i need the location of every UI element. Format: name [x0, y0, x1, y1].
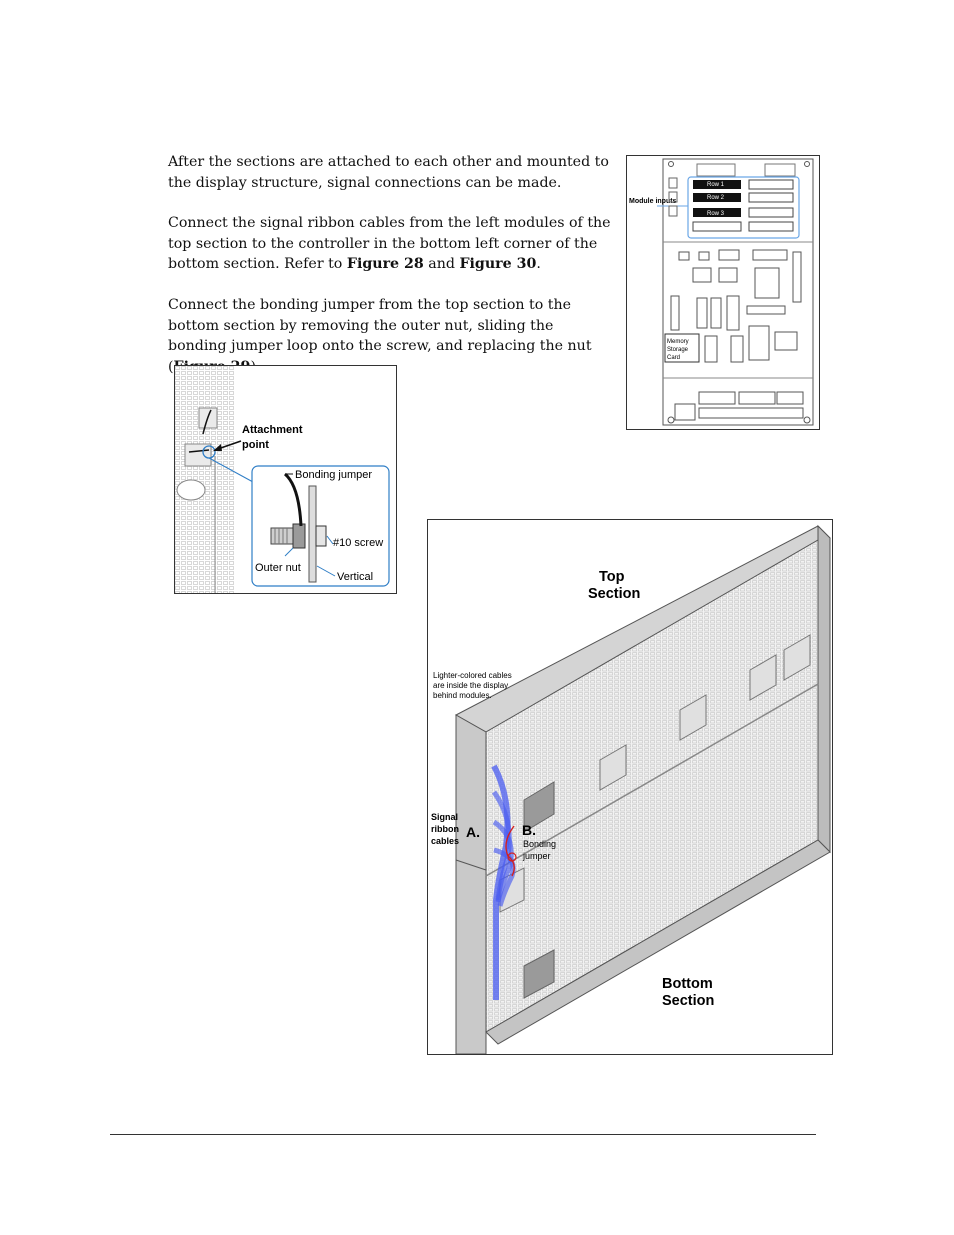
- bonding-jumper-figure: [174, 365, 397, 594]
- module-opening: [177, 480, 205, 500]
- cable-note-line2: are inside the display: [433, 681, 509, 690]
- row1-label: Row 1: [707, 182, 725, 188]
- intro-paragraph: [168, 152, 614, 193]
- period-text: .: [536, 256, 541, 272]
- display-sections-drawing: [428, 520, 832, 1054]
- memory-label-line2: Storage: [667, 347, 689, 353]
- bottom-section-label-line1: Bottom: [662, 976, 713, 992]
- attachment-label-line1: Attachment: [242, 424, 303, 436]
- display-sections-figure: [427, 519, 833, 1055]
- vertical-member: [309, 486, 316, 582]
- row3-label: Row 3: [707, 211, 725, 217]
- cable-note-line1: Lighter-colored cables: [433, 671, 512, 680]
- vertical-label: Vertical: [337, 571, 374, 583]
- bonding-label-line2: jumper: [523, 851, 551, 861]
- outer-nut-label: Outer nut: [255, 562, 301, 574]
- attachment-label-line2: point: [242, 439, 269, 451]
- figure-30-reference[interactable]: Figure 30: [459, 256, 537, 272]
- signal-label-line2: ribbon: [431, 824, 459, 834]
- bonding-text: Connect the bonding jumper from the top section to the bottom section by removing the outer nut, sliding the bonding jumper loop onto the screw, and replacing the nut (: [168, 297, 592, 375]
- row2-label: Row 2: [707, 195, 725, 201]
- top-section-label-line2: Section: [588, 586, 641, 602]
- screw-thread: [271, 528, 293, 544]
- bonding-jumper-drawing: [175, 366, 396, 593]
- figure-28-reference[interactable]: Figure 28: [346, 256, 424, 272]
- module-inputs-label: Module inputs: [629, 198, 677, 205]
- top-section-label-line1: Top: [599, 569, 625, 585]
- outer-nut: [293, 524, 305, 548]
- conjunction-text: and: [423, 256, 460, 272]
- intro-text: After the sections are attached to each other and mounted to the display structure, signal connections can be made.: [168, 154, 609, 191]
- footer-rule: [110, 1134, 816, 1135]
- signal-label-line3: cables: [431, 836, 460, 846]
- display-right-edge: [818, 526, 830, 852]
- memory-label-line3: Card: [667, 355, 681, 361]
- bottom-section-label-line2: Section: [662, 993, 715, 1009]
- module-opening: [185, 444, 211, 466]
- controller-board-drawing: [627, 156, 819, 429]
- callout-b-label: B.: [522, 822, 536, 838]
- cable-note-line3: behind modules.: [433, 691, 492, 700]
- bonding-jumper-label: Bonding jumper: [295, 469, 373, 481]
- signal-cable-text: Connect the signal ribbon cables from the left modules of the top section to the controller in the bottom left corner of the bottom section. Refer to: [168, 215, 611, 272]
- screw-label: #10 screw: [333, 537, 384, 549]
- memory-label-line1: Memory: [667, 339, 689, 345]
- module-face: [175, 366, 235, 593]
- screw-head: [316, 526, 326, 546]
- signal-label-line1: Signal: [431, 812, 459, 822]
- callout-a-label: A.: [466, 824, 480, 840]
- controller-board-figure: [626, 155, 820, 430]
- display-left-frame: [456, 715, 486, 1054]
- signal-cable-paragraph: [168, 213, 614, 275]
- bonding-label-line1: Bonding: [523, 839, 557, 849]
